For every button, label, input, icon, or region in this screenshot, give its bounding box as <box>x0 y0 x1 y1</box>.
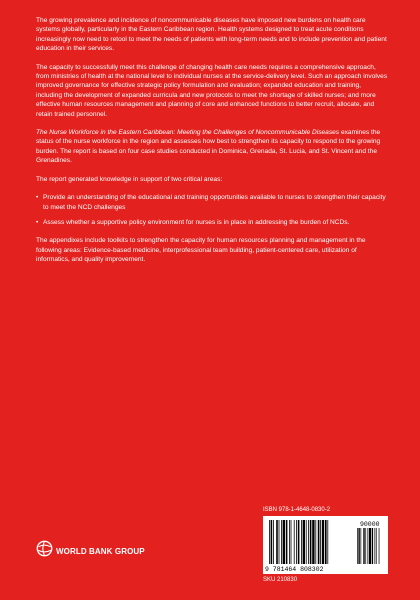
critical-areas-list <box>36 193 388 227</box>
isbn-label: ISBN 978-1-4648-0830-2 <box>263 507 331 513</box>
barcode-bar <box>291 520 292 564</box>
barcode-bar <box>308 520 309 564</box>
barcode-digits: 9 781464 808302 <box>265 566 324 573</box>
logo-text: WORLD BANK GROUP <box>56 546 145 556</box>
bullet-icon: • <box>36 218 39 226</box>
paragraph-3-rest: examines the status of the nurse workforce in the region and assesses how best to strengthen its capacity to respond to the growing burden. The report is based on four case studies conducted in Dominica, Grenada, St. Lucia, and St. Vincent and the Grenadines. <box>36 129 381 165</box>
bullet-icon: • <box>36 194 39 202</box>
barcode-addon-bar <box>365 528 366 564</box>
world-bank-globe-icon <box>36 540 53 562</box>
barcode-addon-digits: 90000 <box>360 521 380 528</box>
barcode-bar <box>271 520 273 564</box>
barcode-bar <box>315 520 316 564</box>
barcode-bar <box>273 520 274 564</box>
barcode-bar <box>310 520 312 564</box>
barcode-bar <box>303 520 305 564</box>
list-item <box>36 193 388 212</box>
barcode-bar <box>306 520 307 564</box>
barcode-block <box>263 506 388 584</box>
barcode-bar <box>279 520 280 564</box>
barcode-addon-bar <box>379 528 380 564</box>
barcode-bar <box>283 520 285 564</box>
barcode-addon-bar <box>358 528 359 564</box>
barcode-addon-bar <box>372 528 373 564</box>
barcode-bar <box>318 520 320 564</box>
book-title-italic: The Nurse Workforce in the Eastern Caribbean: Meeting the Challenges of Noncommunicable Diseases <box>36 129 340 137</box>
barcode-addon-bar <box>368 528 369 564</box>
barcode-bar <box>289 520 290 564</box>
barcode-bar <box>294 520 295 564</box>
barcode-bar <box>322 520 324 564</box>
list-item-text: Assess whether a supportive policy environment for nurses is in place in addressing the burden of NCDs. <box>43 218 350 226</box>
barcode-addon-bar <box>363 528 364 564</box>
paragraph-5: The appendixes include toolkits to strengthen the capacity for human resources planning and management in the following areas: Evidence-based medicine, interprofessional team building, patient-centered care, utilization of informatics, and quality improvement. <box>36 237 366 264</box>
barcode-bar <box>286 520 288 564</box>
barcode-bar <box>296 520 297 564</box>
paragraph-3 <box>36 128 388 166</box>
paragraph-2: The capacity to successfully meet this challenge of changing health care needs requires a comprehensive approach, from ministries of health at the national level to individual nurses at the service-delivery level. Such an approach involves improved governance for effective strategic policy formulation and evaluation; expanded education and training, including the development of expanded curricula and new protocols to meet the shortage of skilled nurses; and more effective human resources management and planning of core and enhanced functions to better recruit, allocate, and retain trained personnel. <box>36 63 388 118</box>
barcode-bar <box>320 520 321 564</box>
list-item <box>36 218 388 227</box>
barcode-addon-bar <box>369 528 371 564</box>
barcode-addon-bar <box>376 528 377 564</box>
barcode-bar <box>298 520 300 564</box>
barcode-addon-bar <box>375 528 376 564</box>
barcode-bar <box>276 520 278 564</box>
barcode-image <box>263 516 388 574</box>
barcode-addon-bar <box>357 528 358 564</box>
back-cover-text <box>36 16 388 274</box>
barcode-bar <box>327 520 328 564</box>
barcode-bar <box>312 520 314 564</box>
paragraph-1: The growing prevalence and incidence of noncommunicable diseases have imposed new burdens on health care systems globally, particularly in the Eastern Caribbean region. Health systems designed to treat acute conditions increasingly now need to retool to meet the needs of patients with long-term needs and to include prevention and patient education in their services. <box>36 17 387 53</box>
paragraph-4: The report generated knowledge in support of two critical areas: <box>36 175 223 183</box>
barcode-bar <box>281 520 282 564</box>
barcode-bar <box>301 520 302 564</box>
sku-label: SKU 210830 <box>263 577 298 583</box>
world-bank-group-logo <box>36 540 145 562</box>
barcode-addon-bar <box>361 528 362 564</box>
list-item-text: Provide an understanding of the educational and training opportunities available to nurses to strengthen their capacity to meet the NCD challenges <box>43 194 386 211</box>
barcode-bar <box>269 520 270 564</box>
barcode-bar <box>325 520 327 564</box>
